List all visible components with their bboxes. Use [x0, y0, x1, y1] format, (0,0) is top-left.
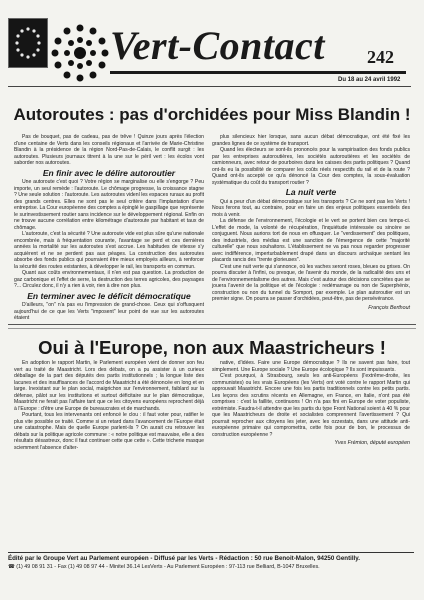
eu-flag-icon — [8, 18, 48, 68]
paragraph: Quand les électeurs se sont-ils prononcés pour la vampirisation des fonds publics par les entreprises autoroutières, les sociétés autoroutières et les sociétés de camionneurs, avec retour de pourboires dans les caisses des partis politiques ? Quand ont-ils eu la possibilité de comparer les coûts réels respectifs du rail et de la route ? Quand ont-ils accepté ce qu'a dénoncé la Cour des comptes, la sous-évaluation systématique du coût du transport routier ? — [212, 147, 410, 186]
paragraph: Qui a peur d'un débat démocratique sur les transports ? Ce ne sont pas les Verts ! Nous ferons tout, au contraire, pour en faire un des enjeux politiques essentiels des mois à venir. — [212, 198, 410, 218]
masthead-rule — [110, 71, 406, 74]
article2-column-left — [14, 360, 204, 451]
footer-contact-line: ☎ (1) 49 08 91 31 - Fax (1) 49 08 97 44 - Minitel 36.14 LesVerts - Au Parlement Européen : 97-113 rue Belliard, B-1047 Bruxelles. — [8, 564, 320, 570]
paragraph: D'ailleurs, "on" n'a pas eu l'impression de grand-chose. Ceux qui s'offusquent aujourd'hui de ce que les Verts "imposent" leur point de vue sur les autoroutes étaient — [14, 302, 204, 321]
publication-footer — [8, 552, 414, 570]
subheading: En finir avec le délire autoroutier — [42, 167, 176, 178]
masthead-title: Vert-Contact — [110, 23, 325, 68]
article1-column-right — [212, 134, 410, 311]
article-divider-thin — [8, 328, 416, 329]
issue-date: Du 18 au 24 avril 1992 — [338, 77, 401, 83]
paragraph: C'est une nuit verte qui s'annonce, où les vaches seront roses, bleues ou grises. On pourra discuter à l'infini, ou presque, de l'avenir du monde, de la radicalité des uns et de l'environnementalisme des autres. Mais c'est autour des décisions concrètes que se jouera l'avenir de la politique et de l'écologie : redémarrage ou non de Superphénix, construction ou non du tunnel du Somport, par exemple. Le plan autoroutier est un premier signe. On pourra se passer d'orchidées, peut-être, pas de persévérance. — [212, 263, 410, 302]
article1-signature: François Berthout — [368, 304, 410, 311]
subheading: En terminer avec le déficit démocratique — [27, 290, 191, 301]
subheading: La nuit verte — [285, 187, 337, 197]
paragraph: Pas de bouquet, pas de cadeau, pas de trêve ! Quinze jours après l'élection d'une centaine de Verts dans les conseils régionaux et l'arrivée de Marie-Christine Blandin à la présidence de la région Nord-Pas-de-Calais, le conflit surgit : les autoroutes. Plusieurs journaux titrent à la une sur le péril vert : les écolos vont saborder nos autoroutes. — [14, 134, 204, 166]
paragraph: Pourtant, tous les intervenants ont enfoncé le clou : il faut voter pour, ratifier le plus vite possible ce traité. Comme si un retard dans l'avancement de l'Europe était une catastrophe. Mais de quelle Europe parlent-ils ? On aurait cru retrouver les débats sur la politique agricole commune : « notre politique est mauvaise, elle a des résultats désastreux, donc il faut continuer cette que cette ». Cette tricherie masque sciemment l'absence d'alter- — [14, 412, 204, 451]
paragraph: La défense de l'environnement, l'écologie et le vert se portent bien ces temps-ci. L'effet de mode, la volonté de récupération, l'inquiétude intéressée ou sincère se conjuguent. Nous aurions tort de nous en offusquer. Le "verdissement" des politiques, des industriels, des médias est une sanction de l'émergence de cette "majorité culturelle" que nous souhaitons. L'établissement ne va pas nous regarder progresser avec indifférence, imperturbablement drapé dans un discours archaïque sentant les placards rancis des "trente glorieuses". — [212, 218, 410, 263]
footer-editor-line: Édité par le Groupe Vert au Parlement européen - Diffusé par les Verts - Rédaction : 50 rue Benoit-Malon, 94250 Gentilly. — [8, 555, 360, 562]
paragraph: L'autoroute, c'est la sécurité ? Une autoroute vide est plus sûre qu'une nationale encombrée, mais à fréquentation courante, l'avantage se perd et ces dernières années la mortalité sur les autoroutes s'est accrue. Les habitudes de vitesse s'y acquièrent et ne se perdent pas aux péages. La construction des autoroutes absorbe des fonds publics qui pourraient être mieux employés ailleurs, à renforcer la sécurité des routes existantes, à développer le rail, les transports en commun. — [14, 231, 204, 270]
masthead-divider — [8, 86, 411, 87]
paragraph: En adoption le rapport Martin, le Parlement européen vient de donner son feu vert au traité de Maastricht. Lors des débats, on a pu assister à un curieux déballage de la part des députés des partis institutionnels ; la longue liste des lacunes et des insuffisances de l'accord de Maastricht a été dénoncée en long et en large. Inexistant sur le plan social, maigrichon sur l'environnement, faiblard sur la défense, pâlot sur les institutions et surtout déficitaire sur le plan démocratique, Maastricht ne ferait pas l'affaire tant que ce les citoyens européens reprochent déjà à l'Europe : d'être une Europe de bureaucrates et de marchands. — [14, 360, 204, 412]
article-divider — [8, 324, 416, 325]
article1-column-left — [14, 134, 204, 322]
paragraph: plus silencieux hier lorsque, sans aucun débat démocratique, ont été fixé les grandes lignes de ce système de transport. — [212, 134, 410, 147]
article1-headline: Autoroutes : pas d'orchidées pour Miss Blandin ! — [13, 105, 411, 124]
issue-number: 242 — [367, 47, 394, 67]
paragraph: C'est pourquoi, à Strasbourg, seuls les anti-Européens (l'extrême-droite, les communistes) ou les vrais Européens (les Verts) ont voté contre le rapport Martin qui approuvait Maastricht. Encore une fois les partis traditionnels contre les petits partis. Les leçons des scrutins récents en Allemagne, en France, en Italie, n'ont pas été comprises : c'est la faillite, continuons ! On n'a pas fini en Europe de voter populiste, extrémiste. Faudra-t-il attendre que les partis du type Front National soient à 40 % pour que les Maastricheurs de droite et socialistes comprennent l'avertissement ? Qui pourrait reprocher aux citoyens les jeter, avec les ozzestats, dans une attitude anti-européenne primaire qui compromettra, cette fois pour de bon, le processus de construction européenne ? — [212, 373, 410, 438]
paragraph: native, d'idées. Faire une Europe démocratique ? Ils ne savent pas faire, tout simplement. Une Europe sociale ? Une Europe écologique ? Ils sont impuissants. — [212, 360, 410, 373]
article2-headline: Oui à l'Europe, non aux Maastricheurs ! — [38, 337, 386, 358]
article2-signature: Yves Frémion, député européen — [334, 440, 410, 446]
paragraph: Quant aux coûts environnementaux, il n'en est pas question. La production de gaz carbonique et l'effet de serre, la destruction des terres agricoles, des paysages ?... Circulez donc, il n'y a rien à voir, rien à dire non plus. — [14, 270, 204, 289]
sunflower-logo-icon — [46, 20, 114, 86]
article2-column-right — [212, 360, 410, 447]
paragraph: Une autoroute c'est quoi ? Votre région se marginalise ou elle s'engorge ? Peu importe, un seul remède : l'autoroute. Le chômage progresse, la croissance stagne ? Une seule solution : l'autoroute. Les autoroutes videnl les espaces ruraux au profit des grands centres. Elles ne sont pas le seul critère dans l'implantation d'une entreprise. La Cour européenne des comptes a épinglé le gaspillage que représente le surinvestissement routier sans incidence sur le développement régional. Enfin on ne trouve aucune corrélation entre kilométrage d'autoroute par habitant et taux de chômage. — [14, 179, 205, 231]
